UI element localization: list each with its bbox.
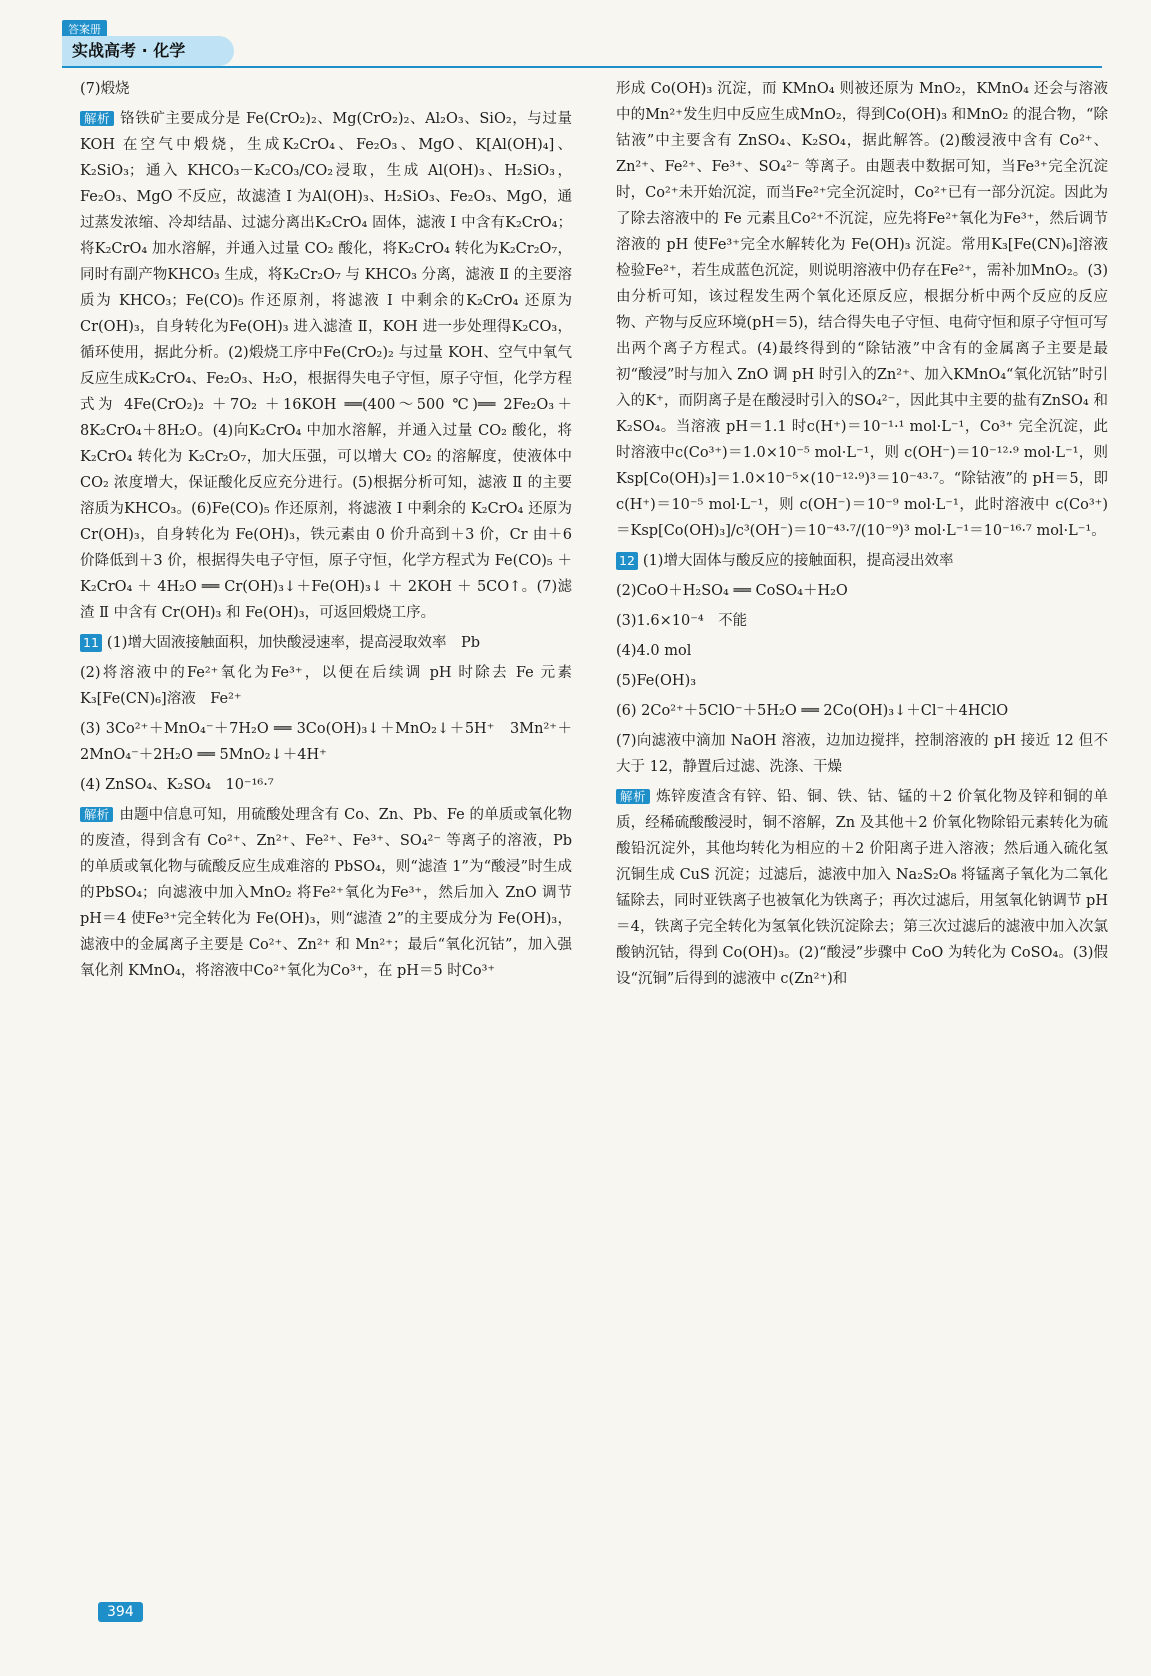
analysis-text: 铬铁矿主要成分是 Fe(CrO₂)₂、Mg(CrO₂)₂、Al₂O₃、SiO₂，与过量 KOH 在空气中煅烧，生成K₂CrO₄、Fe₂O₃、MgO、K[Al(OH)₄]、K₂SiO₃；通入 KHCO₃－K₂CO₃/CO₂浸取，生成 Al(OH)₃、H₂SiO₃，Fe₂O₃、MgO 不反应，故滤渣 Ⅰ 为Al(OH)₃、H₂SiO₃、Fe₂O₃、MgO，通过蒸发浓缩、冷却结晶、过滤分离出K₂CrO₄ 固体，滤液 Ⅰ 中含有K₂CrO₄；将K₂CrO₄ 加水溶解，并通入过量 CO₂ 酸化，将K₂CrO₄ 转化为K₂Cr₂O₇，同时有副产物KHCO₃ 生成，将K₂Cr₂O₇ 与 KHCO₃ 分离，滤液 Ⅱ 的主要溶质为 KHCO₃；Fe(CO)₅ 作还原剂，将滤液 Ⅰ 中剩余的K₂CrO₄ 还原为Cr(OH)₃，自身转化为Fe(OH)₃ 进入滤渣 Ⅱ，KOH 进一步处理得K₂CO₃，循环使用，据此分析。(2)煅烧工序中Fe(CrO₂)₂ 与过量 KOH、空气中氧气反应生成K₂CrO₄、Fe₂O₃、H₂O，根据得失电子守恒，原子守恒，化学方程式为 4Fe(CrO₂)₂ ＋7O₂ ＋16KOH ══(400～500 ℃)══ 2Fe₂O₃＋8K₂CrO₄＋8H₂O。(4)向K₂CrO₄ 中加水溶解，并通入过量 CO₂ 酸化，将 K₂CrO₄ 转化为 K₂Cr₂O₇，加大压强，可以增大 CO₂ 的溶解度，使液体中 CO₂ 浓度增大，保证酸化反应充分进行。(5)根据分析可知，滤液 Ⅱ 的主要溶质为KHCO₃。(6)Fe(CO)₅ 作还原剂，将滤液 Ⅰ 中剩余的 K₂CrO₄ 还原为 Cr(OH)₃，自身转化为 Fe(OH)₃，铁元素由 0 价升高到＋3 价，Cr 由＋6 价降低到＋3 价，根据得失电子守恒，原子守恒，化学方程式为 Fe(CO)₅ ＋ K₂CrO₄ ＋ 4H₂O ══ Cr(OH)₃↓＋Fe(OH)₃↓ ＋ 2KOH ＋ 5CO↑。(7)滤渣 Ⅱ 中含有 Cr(OH)₃ 和 Fe(OH)₃，可返回煅烧工序。 xyxy=(80,111,572,621)
answer-text: (3) 3Co²⁺＋MnO₄⁻＋7H₂O ══ 3Co(OH)₃↓＋MnO₂↓＋5H⁺ 3Mn²⁺＋2MnO₄⁻＋2H₂O ══ 5MnO₂↓＋4H⁺ xyxy=(80,721,572,763)
answer-text: (7)煅烧 xyxy=(80,81,130,97)
question-number-12: 12 xyxy=(616,552,638,570)
question-11-answer xyxy=(80,630,572,656)
answer-text: (2)将溶液中的Fe²⁺氧化为Fe³⁺，以便在后续调 pH 时除去 Fe 元素 K₃[Fe(CN)₆]溶液 Fe²⁺ xyxy=(80,665,587,707)
answer-text: (4)4.0 mol xyxy=(616,643,692,659)
answer-text: (6) 2Co²⁺＋5ClO⁻＋5H₂O ══ 2Co(OH)₃↓＋Cl⁻＋4HClO xyxy=(616,703,1009,719)
analysis-text: 炼锌废渣含有锌、铅、铜、铁、钴、锰的＋2 价氧化物及锌和铜的单质，经稀硫酸酸浸时，铜不溶解，Zn 及其他＋2 价氧化物除铅元素转化为硫酸铅沉淀外，其他均转化为相应的＋2 价阳离子进入溶液；然后通入硫化氢沉铜生成 CuS 沉淀；过滤后，滤液中加入 Na₂S₂O₈ 将锰离子氧化为二氧化锰除去，同时亚铁离子也被氧化为铁离子；再次过滤后，用氢氧化钠调节 pH＝4，铁离子完全转化为氢氧化铁沉淀除去；第三次过滤后的滤液中加入次氯酸钠沉钴，得到 Co(OH)₃。(2)“酸浸”步骤中 CoO 为转化为 CoSO₄。(3)假设“沉铜”后得到的滤液中 c(Zn²⁺)和 xyxy=(616,789,1108,987)
right-column xyxy=(616,76,1108,996)
answer-text: (7)向滤液中滴加 NaOH 溶液，边加边搅拌，控制溶液的 pH 接近 12 但不大于 12，静置后过滤、洗涤、干燥 xyxy=(616,733,1108,775)
header-tag: 答案册 xyxy=(62,20,107,38)
answer-text: (1)增大固液接触面积，加快酸浸速率，提高浸取效率 Pb xyxy=(106,635,480,651)
analysis-paragraph xyxy=(616,784,1108,992)
left-column xyxy=(80,76,587,988)
analysis-label: 解析 xyxy=(80,111,114,126)
question-12-answer xyxy=(616,548,1108,574)
answer-text: (1)增大固体与酸反应的接触面积，提高浸出效率 xyxy=(642,553,954,569)
analysis-text: 形成 Co(OH)₃ 沉淀，而 KMnO₄ 则被还原为 MnO₂，KMnO₄ 还会与溶液中的Mn²⁺发生归中反应生成MnO₂，得到Co(OH)₃ 和MnO₂ 的混合物，“除钴液”中主要含有 ZnSO₄、K₂SO₄，据此解答。(2)酸浸液中含有 Co²⁺、Zn²⁺、Fe²⁺、Fe³⁺、SO₄²⁻ 等离子。由题表中数据可知，当Fe³⁺完全沉淀时，Co²⁺未开始沉淀，而当Fe²⁺完全沉淀时，Co²⁺已有一部分沉淀。因此为了除去溶液中的 Fe 元素且Co²⁺不沉淀，应先将Fe²⁺氧化为Fe³⁺，然后调节溶液的 pH 使Fe³⁺完全水解转化为 Fe(OH)₃ 沉淀。常用K₃[Fe(CN)₆]溶液检验Fe²⁺，若生成蓝色沉淀，则说明溶液中仍存在Fe²⁺，需补加MnO₂。(3)由分析可知，该过程发生两个氧化还原反应，根据分析中两个反应的反应物、产物与反应环境(pH＝5)，结合得失电子守恒、电荷守恒和原子守恒可写出两个离子方程式。(4)最终得到的“除钴液”中含有的金属离子主要是最初“酸浸”时与加入 ZnO 调 pH 时引入的Zn²⁺、加入KMnO₄“氧化沉钴”时引入的K⁺，而阴离子是在酸浸时引入的SO₄²⁻，因此其中主要的盐有ZnSO₄ 和K₂SO₄。当溶液 pH＝1.1 时c(H⁺)＝10⁻¹·¹ mol·L⁻¹，Co³⁺ 完全沉淀，此时溶液中c(Co³⁺)＝1.0×10⁻⁵ mol·L⁻¹，则 c(OH⁻)＝10⁻¹²·⁹ mol·L⁻¹，则 Ksp[Co(OH)₃]＝1.0×10⁻⁵×(10⁻¹²·⁹)³＝10⁻⁴³·⁷。“除钴液”的 pH＝5，即 c(H⁺)＝10⁻⁵ mol·L⁻¹，则 c(OH⁻)＝10⁻⁹ mol·L⁻¹，此时溶液中 c(Co³⁺)＝Ksp[Co(OH)₃]/c³(OH⁻)＝10⁻⁴³·⁷/(10⁻⁹)³ mol·L⁻¹＝10⁻¹⁶·⁷ mol·L⁻¹。 xyxy=(616,81,1108,539)
question-number-11: 11 xyxy=(80,634,102,652)
answer-text: (5)Fe(OH)₃ xyxy=(616,673,697,689)
analysis-label: 解析 xyxy=(616,789,650,804)
answer-text: (2)CoO＋H₂SO₄ ══ CoSO₄＋H₂O xyxy=(616,583,848,599)
answer-text: (4) ZnSO₄、K₂SO₄ 10⁻¹⁶·⁷ xyxy=(80,777,274,793)
page-header xyxy=(0,0,1151,66)
page-number: 394 xyxy=(98,1602,143,1622)
answer-text: (3)1.6×10⁻⁴ 不能 xyxy=(616,613,748,629)
analysis-paragraph xyxy=(80,802,572,984)
analysis-label: 解析 xyxy=(80,807,113,822)
analysis-paragraph xyxy=(80,106,572,626)
header-rule xyxy=(62,66,1102,68)
analysis-text: 由题中信息可知，用硫酸处理含有 Co、Zn、Pb、Fe 的单质或氧化物的废渣，得到含有 Co²⁺、Zn²⁺、Fe²⁺、Fe³⁺、SO₄²⁻ 等离子的溶液，Pb 的单质或氧化物与硫酸反应生成难溶的 PbSO₄，则“滤渣 1”为“酸浸”时生成的PbSO₄；向滤液中加入MnO₂ 将Fe²⁺氧化为Fe³⁺，然后加入 ZnO 调节 pH＝4 使Fe³⁺完全转化为 Fe(OH)₃，则“滤渣 2”的主要成分为 Fe(OH)₃，滤液中的金属离子主要是 Co²⁺、Zn²⁺ 和 Mn²⁺；最后“氧化沉钴”，加入强氧化剂 KMnO₄，将溶液中Co²⁺氧化为Co³⁺，在 pH＝5 时Co³⁺ xyxy=(80,807,572,979)
header-title: 实战高考 · 化学 xyxy=(62,36,234,66)
